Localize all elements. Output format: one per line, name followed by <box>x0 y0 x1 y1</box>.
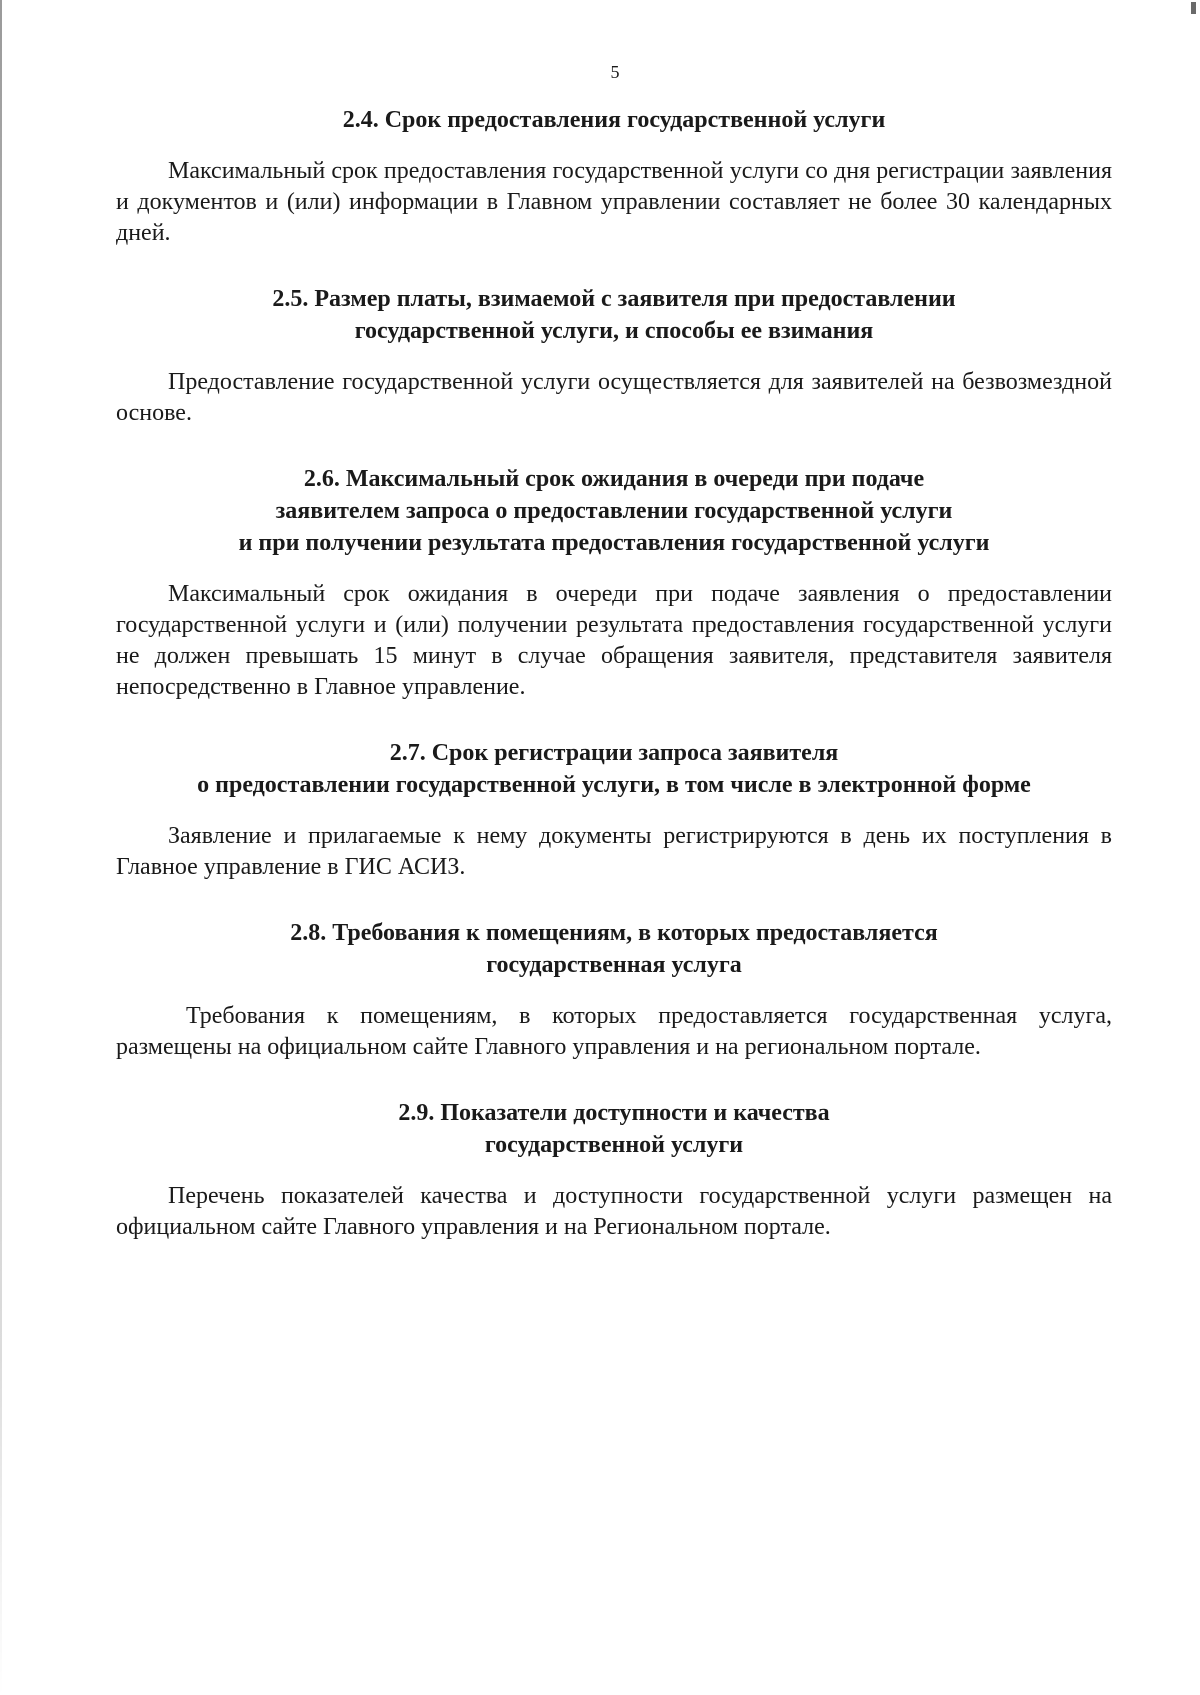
section-paragraph: Предоставление государственной услуги осуществляется для заявителей на безвозмездной основе. <box>116 369 1112 426</box>
scan-mark <box>1191 2 1196 14</box>
scan-edge <box>0 0 2 1695</box>
section-2-9 <box>116 1097 1112 1243</box>
heading-line: 2.8. Требования к помещениям, в которых предоставляется <box>290 920 938 946</box>
section-heading <box>116 917 1112 981</box>
section-paragraph: Перечень показателей качества и доступности государственной услуги размещен на официальном сайте Главного управления и на Региональном портале. <box>116 1183 1112 1240</box>
section-2-7 <box>116 737 1112 883</box>
section-heading <box>116 1097 1112 1161</box>
document-body <box>116 104 1112 1243</box>
section-heading <box>116 104 1112 136</box>
section-heading <box>116 463 1112 559</box>
heading-line: 2.5. Размер платы, взимаемой с заявителя при предоставлении <box>272 286 956 312</box>
heading-line: 2.4. Срок предоставления государственной услуги <box>342 107 886 133</box>
section-paragraph: Требования к помещениям, в которых предоставляется государственная услуга, размещены на официальном сайте Главного управления и на региональном портале. <box>116 1003 1112 1060</box>
section-heading <box>116 283 1112 347</box>
section-2-4 <box>116 104 1112 249</box>
section-2-5 <box>116 283 1112 429</box>
section-paragraph: Максимальный срок предоставления государственной услуги со дня регистрации заявления и документов и (или) информации в Главном управлении составляет не более 30 календарных дней. <box>116 158 1112 246</box>
section-2-8 <box>116 917 1112 1063</box>
heading-line: государственной услуги, и способы ее взимания <box>354 318 874 344</box>
section-2-6 <box>116 463 1112 703</box>
heading-line: 2.7. Срок регистрации запроса заявителя <box>389 740 839 766</box>
section-paragraph: Заявление и прилагаемые к нему документы регистрируются в день их поступления в Главное управление в ГИС АСИЗ. <box>116 823 1112 880</box>
heading-line: государственная услуга <box>486 952 742 978</box>
heading-line: заявителем запроса о предоставлении государственной услуги <box>275 498 953 524</box>
heading-line: 2.6. Максимальный срок ожидания в очереди при подаче <box>303 466 925 492</box>
page-number: 5 <box>610 62 620 82</box>
heading-line: и при получении результата предоставления государственной услуги <box>238 530 990 556</box>
heading-line: государственной услуги <box>484 1132 744 1158</box>
heading-line: 2.9. Показатели доступности и качества <box>398 1100 830 1126</box>
heading-line: о предоставлении государственной услуги, в том числе в электронной форме <box>197 772 1031 798</box>
section-heading <box>116 737 1112 801</box>
section-paragraph: Максимальный срок ожидания в очереди при подаче заявления о предоставлении государственной услуги и (или) получении результата предоставления государственной услуги не должен превышать 15 минут в случае обращения заявителя, представителя заявителя непосредственно в Главное управление. <box>116 581 1112 700</box>
